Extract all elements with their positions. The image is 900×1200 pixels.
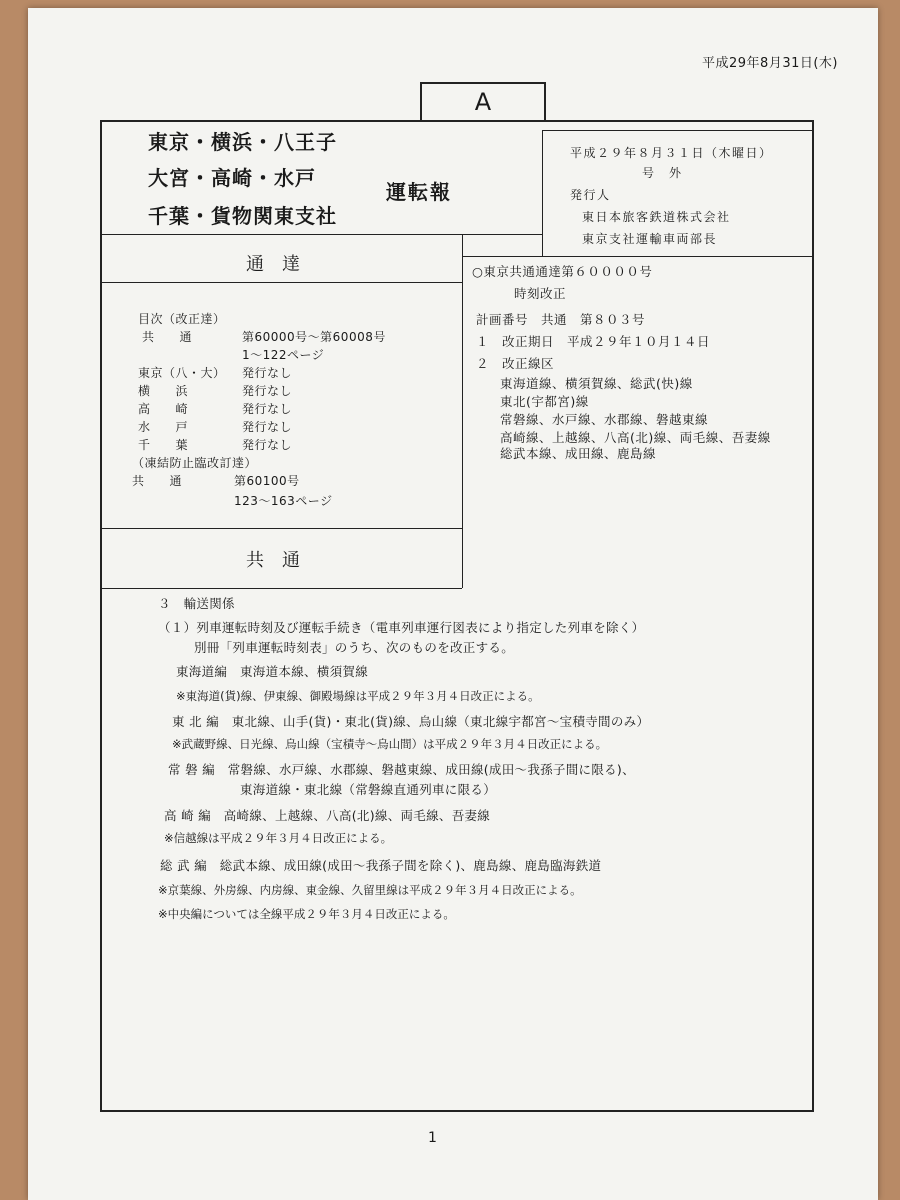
body-subsection: （１）列車運転時刻及び運転手続き（電車列車運行図表により指定した列車を除く） bbox=[158, 620, 645, 635]
toc-title: 目次（改正達） bbox=[138, 312, 226, 326]
header-divider-right bbox=[462, 256, 812, 257]
toc2-row-2-value: 123～163ページ bbox=[234, 494, 333, 508]
title-line-1: 東京・横浜・八王子 bbox=[148, 130, 337, 154]
body-note-1: ※東海道(貨)線、伊東線、御殿場線は平成２９年３月４日改正による。 bbox=[176, 689, 540, 703]
notice-title: ○東京共通通達第６００００号 bbox=[472, 264, 653, 279]
toc2-row-1-value: 第60100号 bbox=[234, 474, 300, 488]
toc-row-7-value: 発行なし bbox=[242, 438, 293, 452]
body-note-5: ※中央編については全線平成２９年３月４日改正による。 bbox=[158, 907, 455, 921]
toc-row-3-value: 発行なし bbox=[242, 366, 293, 380]
toc-row-2-value: 1～122ページ bbox=[242, 348, 325, 362]
toc-subtitle: （凍結防止臨改訂達） bbox=[132, 456, 258, 470]
kyotsu-divider-bottom bbox=[102, 588, 462, 589]
pub-department: 東京支社運輸車両部長 bbox=[582, 232, 718, 246]
top-date: 平成29年8月31日(木) bbox=[702, 56, 838, 71]
pub-publisher-label: 発行人 bbox=[570, 188, 611, 202]
bulletin-frame bbox=[100, 120, 814, 1112]
notice-plan: 計画番号 共通 第８０３号 bbox=[476, 312, 646, 327]
toc2-row-1-name: 共 通 bbox=[132, 474, 183, 488]
toc-row-5-value: 発行なし bbox=[242, 402, 293, 416]
body-tokaido: 東海道編 東海道本線、横須賀線 bbox=[176, 664, 369, 679]
toc-row-4-name: 横 浜 bbox=[138, 384, 189, 398]
notice-line-4: 高崎線、上越線、八高(北)線、両毛線、吾妻線 bbox=[500, 430, 771, 445]
body-joban-1: 常 磐 編 常磐線、水戸線、水郡線、磐越東線、成田線(成田～我孫子間に限る)、 bbox=[168, 762, 635, 777]
body-joban-2: 東海道線・東北線（常磐線直通列車に限る） bbox=[240, 782, 497, 797]
notice-line-3: 常磐線、水戸線、水郡線、磐越東線 bbox=[500, 412, 709, 427]
bulletin-name: 運転報 bbox=[386, 180, 452, 204]
section-label-box: A bbox=[420, 82, 546, 122]
tsutatsu-heading: 通達 bbox=[246, 254, 318, 275]
body-tohoku: 東 北 編 東北線、山手(貨)・東北(貨)線、烏山線（東北線宇都宮～宝積寺間のみ） bbox=[172, 714, 650, 729]
notice-subject: 時刻改正 bbox=[514, 286, 567, 301]
toc-row-6-value: 発行なし bbox=[242, 420, 293, 434]
toc-row-3-name: 東京（八・大） bbox=[138, 366, 226, 380]
notice-line-2: 東北(宇都宮)線 bbox=[500, 394, 589, 409]
notice-line-5: 総武本線、成田線、鹿島線 bbox=[500, 446, 657, 461]
body-note-4: ※京葉線、外房線、内房線、東金線、久留里線は平成２９年３月４日改正による。 bbox=[158, 883, 582, 897]
pub-box-left bbox=[542, 130, 543, 256]
toc-row-4-value: 発行なし bbox=[242, 384, 293, 398]
kyotsu-divider-top bbox=[102, 528, 462, 529]
body-sobu: 総 武 編 総武本線、成田線(成田～我孫子間を除く)、鹿島線、鹿島臨海鉄道 bbox=[160, 858, 602, 873]
notice-line-1: 東海道線、横須賀線、総武(快)線 bbox=[500, 376, 693, 391]
tsutatsu-divider bbox=[102, 282, 462, 283]
body-takasaki: 高 崎 編 高崎線、上越線、八高(北)線、両毛線、吾妻線 bbox=[164, 808, 491, 823]
document-page bbox=[28, 8, 878, 1200]
title-line-2: 大宮・高崎・水戸 bbox=[148, 166, 316, 190]
pub-issue: 号 外 bbox=[642, 166, 683, 180]
toc-row-6-name: 水 戸 bbox=[138, 420, 189, 434]
pub-date: 平成２９年８月３１日（木曜日） bbox=[570, 146, 773, 160]
body-note-2: ※武蔵野線、日光線、烏山線（宝積寺～烏山間）は平成２９年３月４日改正による。 bbox=[172, 737, 608, 751]
body-intro: 別冊「列車運転時刻表」のうち、次のものを改正する。 bbox=[194, 640, 515, 655]
title-line-3: 千葉・貨物関東支社 bbox=[148, 204, 337, 228]
body-section: ３ 輸送関係 bbox=[158, 596, 235, 611]
page-number: 1 bbox=[428, 1130, 437, 1146]
pub-company: 東日本旅客鉄道株式会社 bbox=[582, 210, 731, 224]
body-note-3: ※信越線は平成２９年３月４日改正による。 bbox=[164, 831, 393, 845]
notice-item1: １ 改正期日 平成２９年１０月１４日 bbox=[476, 334, 711, 349]
toc-row-1-name: 共 通 bbox=[142, 330, 193, 344]
toc-row-7-name: 千 葉 bbox=[138, 438, 189, 452]
toc-row-1-value: 第60000号～第60008号 bbox=[242, 330, 386, 344]
header-divider-left bbox=[102, 234, 542, 235]
kyotsu-heading: 共通 bbox=[246, 550, 318, 571]
toc-row-5-name: 高 崎 bbox=[138, 402, 189, 416]
left-column-right-border bbox=[462, 234, 463, 588]
pub-box-top bbox=[542, 130, 812, 131]
notice-item2: ２ 改正線区 bbox=[476, 356, 555, 371]
